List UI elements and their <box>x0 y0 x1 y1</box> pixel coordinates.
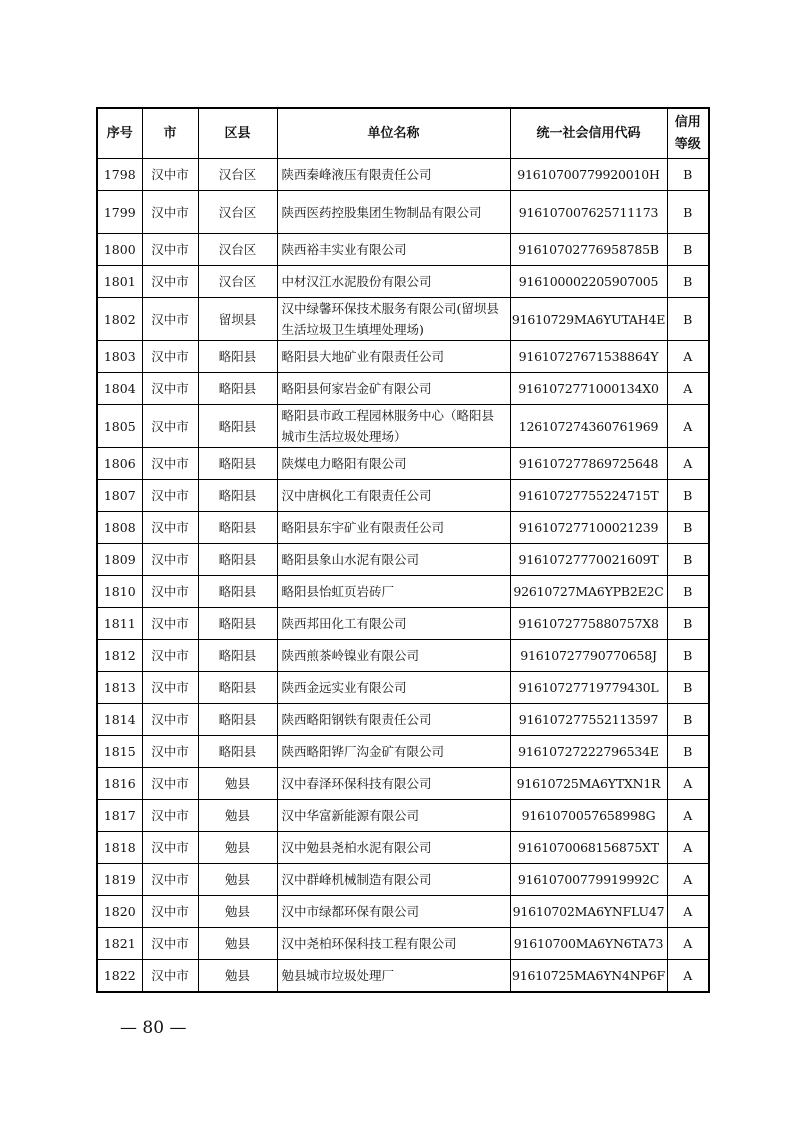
cell-credit-level: B <box>667 298 709 341</box>
cell-unit-name: 汉中尧柏环保科技工程有限公司 <box>277 928 510 960</box>
cell-unit-name: 陕西邦田化工有限公司 <box>277 608 510 640</box>
cell-credit-code: 91610727770021609T <box>510 544 667 576</box>
cell-credit-level: B <box>667 576 709 608</box>
cell-seq: 1809 <box>97 544 142 576</box>
table-row <box>97 608 709 640</box>
cell-unit-name: 陕西略阳钢铁有限责任公司 <box>277 704 510 736</box>
cell-city: 汉中市 <box>142 480 198 512</box>
cell-credit-level: A <box>667 373 709 405</box>
cell-seq: 1817 <box>97 800 142 832</box>
cell-city: 汉中市 <box>142 864 198 896</box>
cell-unit-name: 略阳县东宇矿业有限责任公司 <box>277 512 510 544</box>
cell-city: 汉中市 <box>142 191 198 234</box>
cell-city: 汉中市 <box>142 448 198 480</box>
header-credit-level-line1: 信用 <box>674 114 701 130</box>
header-row <box>97 108 709 159</box>
cell-credit-level: A <box>667 448 709 480</box>
cell-county: 略阳县 <box>198 736 277 768</box>
table-row <box>97 234 709 266</box>
table-row <box>97 512 709 544</box>
cell-city: 汉中市 <box>142 576 198 608</box>
cell-county: 勉县 <box>198 864 277 896</box>
cell-seq: 1811 <box>97 608 142 640</box>
cell-credit-code: 916107277552113597 <box>510 704 667 736</box>
cell-credit-level: B <box>667 191 709 234</box>
cell-county: 略阳县 <box>198 672 277 704</box>
cell-county: 略阳县 <box>198 448 277 480</box>
cell-credit-code: 92610727MA6YPB2E2C <box>510 576 667 608</box>
table-row <box>97 896 709 928</box>
cell-credit-code: 916107005765899​8G <box>510 800 667 832</box>
cell-seq: 1800 <box>97 234 142 266</box>
cell-city: 汉中市 <box>142 159 198 191</box>
cell-county: 勉县 <box>198 832 277 864</box>
cell-credit-code: 916107007625711173 <box>510 191 667 234</box>
cell-credit-level: A <box>667 896 709 928</box>
cell-county: 汉台区 <box>198 266 277 298</box>
header-county: 区县 <box>198 108 277 159</box>
cell-credit-code: 91610729MA6YUTAH4E <box>510 298 667 341</box>
cell-seq: 1820 <box>97 896 142 928</box>
cell-city: 汉中市 <box>142 800 198 832</box>
cell-credit-code: 91610700779919992C <box>510 864 667 896</box>
cell-unit-name: 汉中群峰机械制造有限公司 <box>277 864 510 896</box>
cell-unit-name: 汉中绿馨环保技术服务有限公司(留坝县生活垃圾卫生填埋处理场) <box>277 298 510 341</box>
cell-unit-name: 陕西秦峰液压有限责任公司 <box>277 159 510 191</box>
cell-county: 略阳县 <box>198 341 277 373</box>
cell-city: 汉中市 <box>142 704 198 736</box>
cell-credit-level: B <box>667 234 709 266</box>
cell-city: 汉中市 <box>142 266 198 298</box>
cell-unit-name: 略阳县大地矿业有限责任公司 <box>277 341 510 373</box>
cell-credit-code: 916100002205907005 <box>510 266 667 298</box>
cell-credit-code: 91610727758807​57X8 <box>510 608 667 640</box>
cell-credit-code: 91610700681568​75XT <box>510 832 667 864</box>
cell-credit-code: 916107277100013​4X0 <box>510 373 667 405</box>
cell-credit-level: B <box>667 544 709 576</box>
cell-credit-level: A <box>667 768 709 800</box>
cell-seq: 1799 <box>97 191 142 234</box>
cell-credit-level: A <box>667 832 709 864</box>
cell-seq: 1821 <box>97 928 142 960</box>
header-credit-code: 统一社会信用代码 <box>510 108 667 159</box>
table-row <box>97 480 709 512</box>
cell-county: 略阳县 <box>198 576 277 608</box>
cell-unit-name: 略阳县何家岩金矿有限公司 <box>277 373 510 405</box>
cell-city: 汉中市 <box>142 768 198 800</box>
cell-seq: 1815 <box>97 736 142 768</box>
table-row <box>97 800 709 832</box>
table-row <box>97 266 709 298</box>
cell-county: 留坝县 <box>198 298 277 341</box>
cell-credit-code: 91610700779920010H <box>510 159 667 191</box>
cell-county: 略阳县 <box>198 640 277 672</box>
cell-seq: 1802 <box>97 298 142 341</box>
cell-unit-name: 陕西煎茶岭镍业有限公司 <box>277 640 510 672</box>
cell-city: 汉中市 <box>142 512 198 544</box>
cell-seq: 1812 <box>97 640 142 672</box>
cell-credit-code: 916107276715388​64Y <box>510 341 667 373</box>
cell-seq: 1818 <box>97 832 142 864</box>
table-row <box>97 405 709 448</box>
cell-county: 汉台区 <box>198 234 277 266</box>
cell-county: 勉县 <box>198 896 277 928</box>
credit-rating-table <box>96 107 710 993</box>
header-city: 市 <box>142 108 198 159</box>
table-row <box>97 576 709 608</box>
cell-credit-level: A <box>667 960 709 993</box>
cell-credit-level: B <box>667 266 709 298</box>
table-row <box>97 960 709 993</box>
cell-seq: 1810 <box>97 576 142 608</box>
header-seq: 序号 <box>97 108 142 159</box>
cell-seq: 1816 <box>97 768 142 800</box>
table-row <box>97 928 709 960</box>
header-unit-name: 单位名称 <box>277 108 510 159</box>
cell-unit-name: 陕西金远实业有限公司 <box>277 672 510 704</box>
cell-seq: 1804 <box>97 373 142 405</box>
cell-credit-level: B <box>667 736 709 768</box>
cell-unit-name: 陕西略阳铧厂沟金矿有限公司 <box>277 736 510 768</box>
table-row <box>97 736 709 768</box>
table-row <box>97 448 709 480</box>
cell-credit-code: 916107277100021239 <box>510 512 667 544</box>
cell-city: 汉中市 <box>142 672 198 704</box>
cell-credit-code: 91610702MA6YNFLU47 <box>510 896 667 928</box>
table-row <box>97 298 709 341</box>
cell-city: 汉中市 <box>142 608 198 640</box>
cell-credit-level: A <box>667 405 709 448</box>
cell-county: 勉县 <box>198 768 277 800</box>
table-row <box>97 341 709 373</box>
cell-credit-level: A <box>667 928 709 960</box>
table-row <box>97 672 709 704</box>
cell-county: 勉县 <box>198 928 277 960</box>
cell-city: 汉中市 <box>142 234 198 266</box>
cell-credit-level: B <box>667 480 709 512</box>
cell-city: 汉中市 <box>142 544 198 576</box>
table-row <box>97 373 709 405</box>
cell-city: 汉中市 <box>142 896 198 928</box>
cell-credit-level: B <box>667 672 709 704</box>
cell-credit-level: A <box>667 864 709 896</box>
cell-county: 勉县 <box>198 960 277 993</box>
cell-county: 略阳县 <box>198 608 277 640</box>
cell-county: 略阳县 <box>198 704 277 736</box>
cell-credit-level: B <box>667 704 709 736</box>
cell-seq: 1801 <box>97 266 142 298</box>
cell-credit-code: 91610725MA6YN4NP6F <box>510 960 667 993</box>
cell-unit-name: 汉中华富新能源有限公司 <box>277 800 510 832</box>
cell-unit-name: 汉中春泽环保科技有限公司 <box>277 768 510 800</box>
cell-city: 汉中市 <box>142 960 198 993</box>
cell-city: 汉中市 <box>142 736 198 768</box>
cell-credit-level: A <box>667 800 709 832</box>
cell-credit-level: B <box>667 640 709 672</box>
cell-seq: 1805 <box>97 405 142 448</box>
cell-county: 勉县 <box>198 800 277 832</box>
cell-city: 汉中市 <box>142 298 198 341</box>
cell-unit-name: 陕西裕丰实业有限公司 <box>277 234 510 266</box>
cell-credit-code: 91610725MA6YTXN1R <box>510 768 667 800</box>
cell-seq: 1803 <box>97 341 142 373</box>
cell-credit-level: B <box>667 512 709 544</box>
cell-credit-code: 91610727790770658J <box>510 640 667 672</box>
header-credit-level <box>667 108 709 159</box>
cell-county: 略阳县 <box>198 373 277 405</box>
cell-credit-code: 91610727719779430L <box>510 672 667 704</box>
cell-credit-level: B <box>667 608 709 640</box>
table-row <box>97 544 709 576</box>
cell-county: 汉台区 <box>198 191 277 234</box>
page-number: — 80 — <box>120 1018 187 1038</box>
cell-unit-name: 陕西医药控股集团生物制品有限公司 <box>277 191 510 234</box>
table-row <box>97 768 709 800</box>
cell-city: 汉中市 <box>142 640 198 672</box>
cell-city: 汉中市 <box>142 341 198 373</box>
cell-county: 略阳县 <box>198 512 277 544</box>
cell-credit-code: 91610727755224715T <box>510 480 667 512</box>
cell-unit-name: 中材汉江水泥股份有限公司 <box>277 266 510 298</box>
cell-seq: 1806 <box>97 448 142 480</box>
cell-city: 汉中市 <box>142 832 198 864</box>
table-row <box>97 832 709 864</box>
cell-unit-name: 勉县城市垃圾处理厂 <box>277 960 510 993</box>
cell-unit-name: 略阳县象山水泥有限公司 <box>277 544 510 576</box>
cell-city: 汉中市 <box>142 373 198 405</box>
cell-county: 汉台区 <box>198 159 277 191</box>
cell-seq: 1813 <box>97 672 142 704</box>
cell-seq: 1798 <box>97 159 142 191</box>
cell-unit-name: 陕煤电力略阳有限公司 <box>277 448 510 480</box>
cell-seq: 1814 <box>97 704 142 736</box>
cell-county: 略阳县 <box>198 405 277 448</box>
cell-unit-name: 汉中唐枫化工有限责任公司 <box>277 480 510 512</box>
table-row <box>97 704 709 736</box>
cell-seq: 1808 <box>97 512 142 544</box>
cell-credit-code: 91610700MA6YN6TA73 <box>510 928 667 960</box>
cell-credit-level: B <box>667 159 709 191</box>
cell-county: 略阳县 <box>198 544 277 576</box>
cell-credit-code: 916107277869725648 <box>510 448 667 480</box>
cell-credit-code: 126107274360761969 <box>510 405 667 448</box>
table-row <box>97 640 709 672</box>
cell-seq: 1822 <box>97 960 142 993</box>
table-row <box>97 191 709 234</box>
table-row <box>97 159 709 191</box>
cell-unit-name: 汉中勉县尧柏水泥有限公司 <box>277 832 510 864</box>
cell-city: 汉中市 <box>142 928 198 960</box>
cell-unit-name: 略阳县怡虹页岩砖厂 <box>277 576 510 608</box>
cell-credit-code: 91610727222796534E <box>510 736 667 768</box>
cell-unit-name: 略阳县市政工程园林服务中心（略阳县城市生活垃圾处理场） <box>277 405 510 448</box>
cell-seq: 1807 <box>97 480 142 512</box>
cell-credit-level: A <box>667 341 709 373</box>
cell-city: 汉中市 <box>142 405 198 448</box>
cell-unit-name: 汉中市绿都环保有限公司 <box>277 896 510 928</box>
header-credit-level-line2: 等级 <box>674 136 701 152</box>
cell-county: 略阳县 <box>198 480 277 512</box>
cell-seq: 1819 <box>97 864 142 896</box>
table-row <box>97 864 709 896</box>
cell-credit-code: 91610702776958785B <box>510 234 667 266</box>
